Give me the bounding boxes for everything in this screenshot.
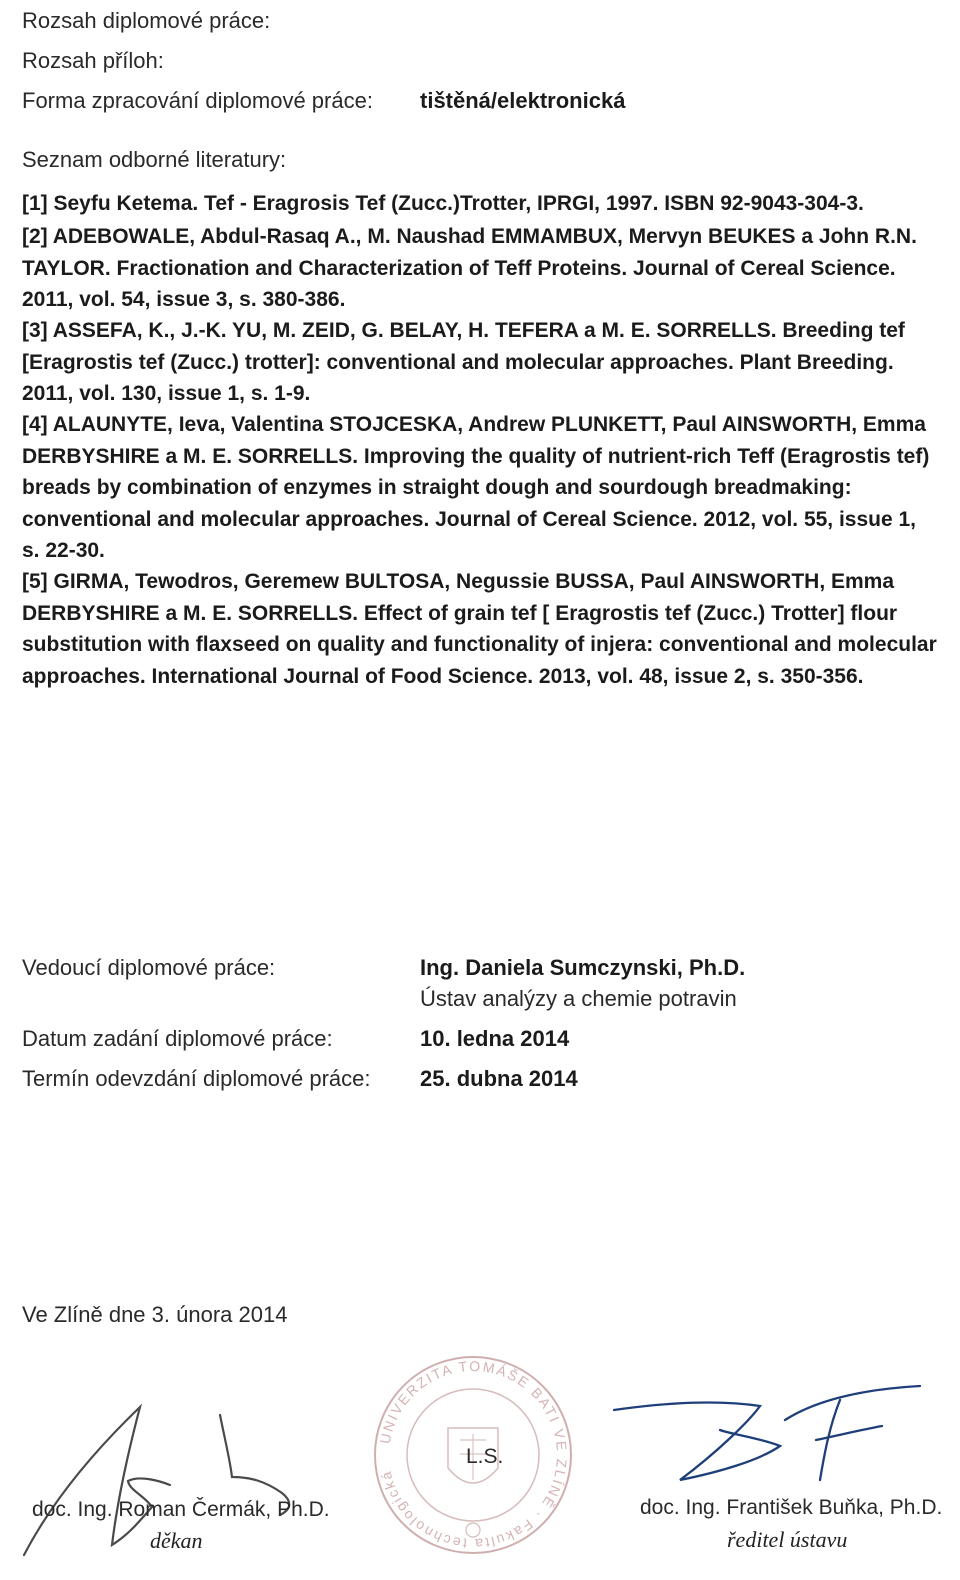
rozsah-prace-label: Rozsah diplomové práce: — [22, 8, 271, 33]
datum-zadani-label: Datum zadání diplomové práce: — [22, 1026, 333, 1051]
reference-2: [2] ADEBOWALE, Abdul-Rasaq A., M. Naushad EMMAMBUX, Mervyn BEUKES a John R.N. TAYLOR. Fractionation and Characterization of Teff Proteins. Journal of Cereal Science. 2011, vol. 54, issue 3, s. 380-386. — [22, 225, 917, 311]
dean-name: doc. Ing. Roman Čermák, Ph.D. — [32, 1498, 330, 1521]
forma-label: Forma zpracování diplomové práce: — [22, 88, 373, 113]
rozsah-priloh-label: Rozsah příloh: — [22, 48, 164, 73]
datum-zadani-value: 10. ledna 2014 — [420, 1026, 570, 1051]
ls-mark: L.S. — [466, 1445, 504, 1468]
reference-5: [5] GIRMA, Tewodros, Geremew BULTOSA, Negussie BUSSA, Paul AINSWORTH, Emma DERBYSHIRE a M. E. SORRELLS. Effect of grain tef [ Eragrostis tef (Zucc.) Trotter] flour substitution with flaxseed on quality and functionality of injera: conventional and molecular approaches. International Journal of Food Science. 2013, vol. 48, issue 2, s. 350-356. — [22, 570, 937, 688]
vedouci-label: Vedoucí diplomové práce: — [22, 955, 276, 980]
director-title: ředitel ústavu — [727, 1527, 848, 1552]
svg-text:UNIVERZITA TOMÁŠE BATI VE ZLÍN: UNIVERZITA TOMÁŠE BATI VE ZLÍNĚ · Fakulta technologická — [376, 1357, 571, 1553]
reference-1: [1] Seyfu Ketema. Tef - Eragrosis Tef (Zucc.)Trotter, IPRGI, 1997. ISBN 92-9043-304-3. — [22, 192, 864, 215]
termin-label: Termín odevzdání diplomové práce: — [22, 1066, 371, 1091]
director-name: doc. Ing. František Buňka, Ph.D. — [640, 1496, 943, 1519]
reference-3: [3] ASSEFA, K., J.-K. YU, M. ZEID, G. BELAY, H. TEFERA a M. E. SORRELLS. Breeding tef [Eragrostis tef (Zucc.) trotter]: conventional and molecular approaches. Plant Breeding. 2011, vol. 130, issue 1, s. 1-9. — [22, 319, 905, 405]
director-signature — [610, 1380, 930, 1490]
termin-value: 25. dubna 2014 — [420, 1066, 578, 1091]
place-date: Ve Zlíně dne 3. února 2014 — [22, 1302, 288, 1327]
forma-value: tištěná/elektronická — [420, 88, 626, 113]
dean-title: děkan — [150, 1528, 203, 1553]
literature-heading: Seznam odborné literatury: — [22, 147, 287, 172]
reference-4: [4] ALAUNYTE, Ieva, Valentina STOJCESKA, Andrew PLUNKETT, Paul AINSWORTH, Emma DERBYSHIRE a M. E. SORRELLS. Improving the quality of nutrient-rich Teff (Eragrostis tef) breads by combination of enzymes in straight dough and sourdough breadmaking: conventional and molecular approaches. Journal of Cereal Science. 2012, vol. 55, issue 1, s. 22-30. — [22, 413, 930, 562]
vedouci-name: Ing. Daniela Sumczynski, Ph.D. — [420, 955, 746, 980]
vedouci-institute: Ústav analýzy a chemie potravin — [420, 986, 737, 1011]
